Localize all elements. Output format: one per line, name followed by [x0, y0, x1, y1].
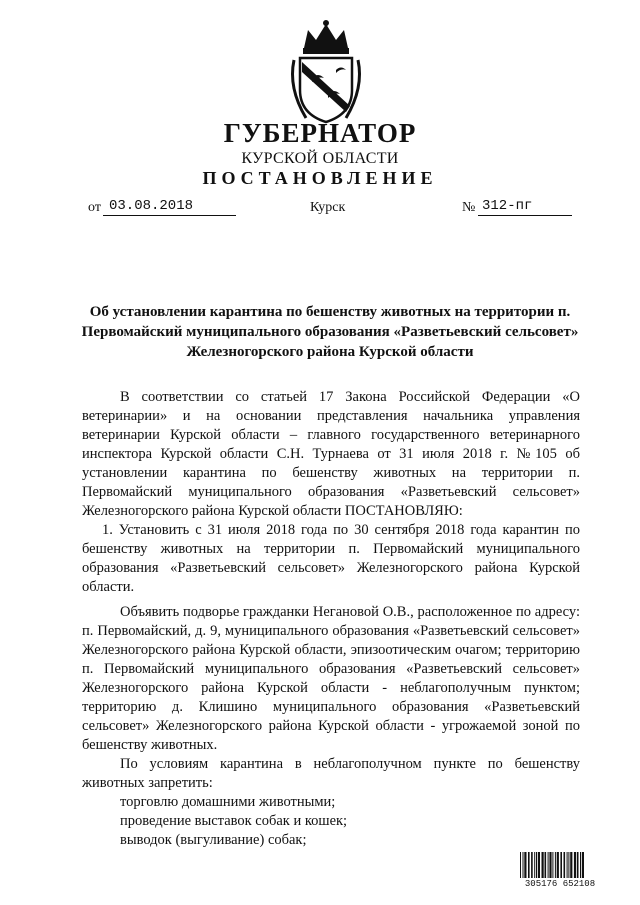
number-prefix: № — [462, 200, 476, 215]
barcode — [520, 852, 600, 892]
document-number: 312-пг — [478, 198, 572, 216]
barcode-number: 305176 652108 — [524, 879, 596, 889]
document-type: ПОСТАНОВЛЕНИЕ — [202, 168, 438, 188]
paragraph-preamble: В соответствии со статьей 17 Закона Российской Федерации «О ветеринарии» и на основании представления начальника управления ветеринарии Курской области – главного государственного ветеринарного инспектора Курской области С.Н. Турнаева от 31 июля 2018 г. №105 об установлении карантина по бешенству животных на территории п. Первомайский муниципального образования «Разветьевский сельсовет» Железногорского района Курской области ПОСТАНОВЛЯЮ: — [82, 389, 580, 519]
date-prefix: от — [88, 200, 101, 215]
paragraph-restrictions: По условиям карантина в неблагополучном пункте по бешенству животных запретить: — [82, 756, 580, 791]
list-item: выводок (выгуливание) собак; — [120, 832, 307, 848]
document-date: 03.08.2018 — [103, 198, 236, 216]
paragraph-outbreak-zones: Объявить подворье гражданки Негановой О.В., расположенное по адресу: п. Первомайский, д. 9, муниципального образования «Разветьевский сельсовет» Железногорского района Курской области, эпизоотическим очагом; территорию п. Первомайский муниципального образования «Разветьевский сельсовет» Железногорского района Курской области - неблагополучным пунктом; территорию д. Клишино муниципального образования «Разветьевский сельсовет» Железногорского района Курской области - угрожаемой зоной по бешенству животных. — [82, 604, 580, 753]
list-item: проведение выставок собак и кошек; — [120, 813, 348, 829]
list-item: торговлю домашними животными; — [120, 794, 336, 810]
document-body — [82, 388, 580, 850]
barcode-bars — [520, 852, 600, 878]
governor-title: ГУБЕРНАТОР — [223, 118, 417, 148]
document-heading: Об установлении карантина по бешенству животных на территории п. Первомайский муниципального образования «Разветьевский сельсовет» Железногорского района Курской области — [81, 304, 579, 360]
paragraph-item-1: 1. Установить с 31 июля 2018 года по 30 сентября 2018 года карантин по бешенству животных на территории п. Первомайский муниципального образования «Разветьевский сельсовет» Железногорского района Курской области. — [82, 522, 580, 595]
document-meta-row — [0, 200, 640, 224]
document-city: Курск — [310, 200, 346, 215]
region-subtitle: КУРСКОЙ ОБЛАСТИ — [241, 150, 399, 167]
coat-of-arms-emblem — [286, 18, 366, 128]
